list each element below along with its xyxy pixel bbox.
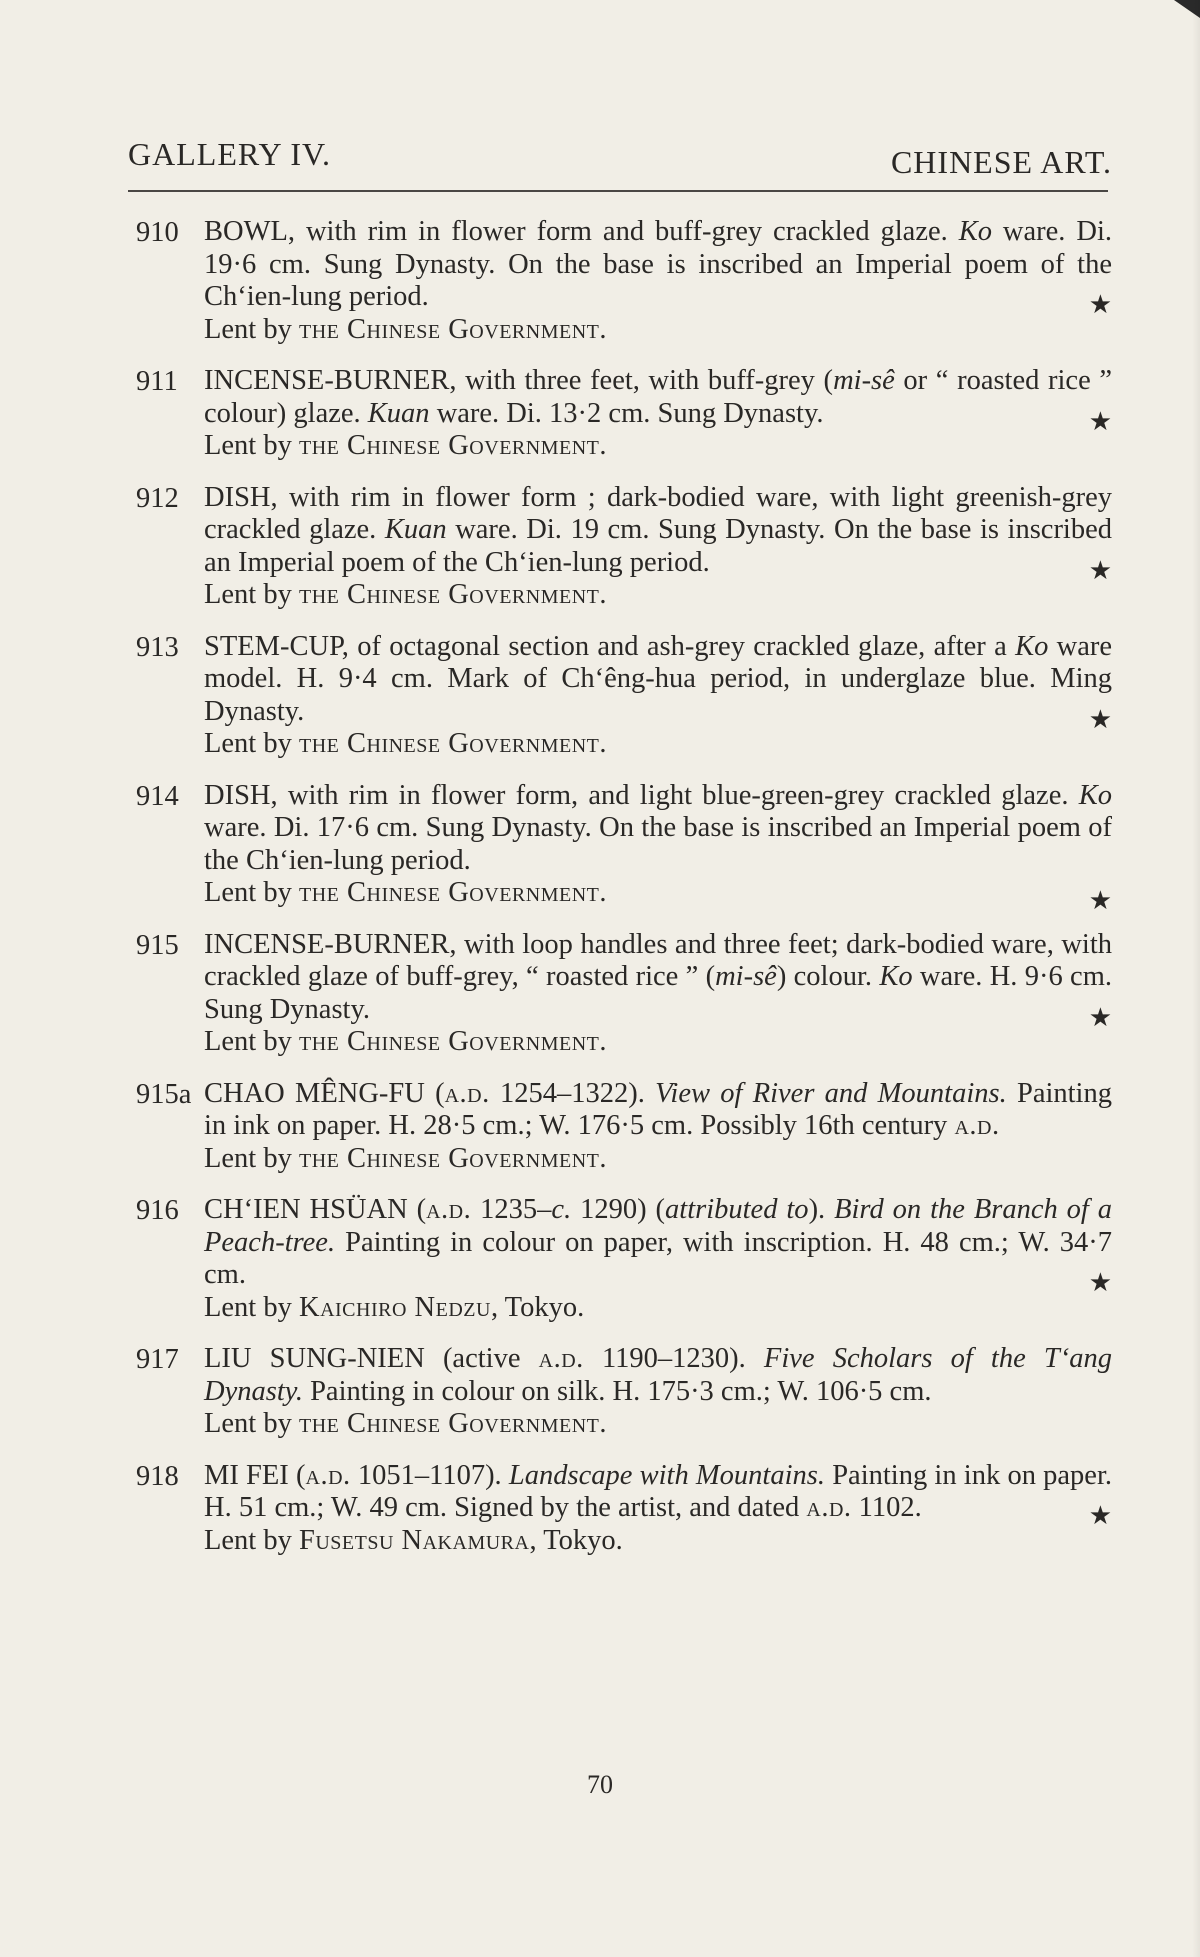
italic-text: attributed to bbox=[665, 1194, 809, 1225]
entry-description bbox=[204, 928, 1113, 1032]
text-run: 1254–1322). bbox=[489, 1077, 656, 1109]
entry-lender bbox=[204, 579, 1112, 612]
catalogue-entry bbox=[136, 482, 1112, 612]
text-run: Lent by bbox=[204, 1524, 299, 1556]
entry-lender bbox=[204, 728, 1112, 761]
italic-text: Ko bbox=[1078, 779, 1112, 811]
catalogue-entry bbox=[136, 1078, 1112, 1176]
text-run: . bbox=[599, 579, 607, 610]
text-run: . bbox=[599, 877, 607, 908]
entry-lender bbox=[204, 1292, 1112, 1325]
entry-description bbox=[204, 1194, 1112, 1297]
small-caps-text: the Chinese Government bbox=[298, 430, 600, 461]
text-run: ware model. H. 9·4 cm. Mark of Ch‘êng-hua period, in underglaze blue. Ming Dynasty. bbox=[204, 630, 1113, 727]
text-run: LIU SUNG-NIEN (active bbox=[204, 1343, 539, 1374]
text-run: 1235– bbox=[471, 1194, 552, 1225]
catalogue-entry bbox=[136, 365, 1112, 463]
text-run: INCENSE-BURNER, with three feet, with buff-grey ( bbox=[204, 365, 834, 396]
italic-text: Five Scholars of the T‘ang Dynasty. bbox=[204, 1343, 1112, 1407]
text-run: Lent by bbox=[204, 313, 299, 345]
italic-text: Kuan bbox=[384, 514, 447, 545]
text-run: Lent by bbox=[204, 1291, 299, 1323]
small-caps-text: the Chinese Government bbox=[298, 313, 600, 345]
text-run: Lent by bbox=[204, 579, 299, 610]
text-run: 1290) ( bbox=[571, 1194, 666, 1225]
text-run: ware. Di. 17·6 cm. Sung Dynasty. On the base is inscribed an Imperial poem of the Ch‘ien-lung period. bbox=[204, 812, 1112, 876]
star-icon: ★ bbox=[1088, 1501, 1112, 1530]
small-caps-text: a.d. bbox=[806, 1492, 852, 1523]
star-icon: ★ bbox=[1088, 886, 1112, 915]
star-icon: ★ bbox=[1088, 406, 1112, 436]
text-run: INCENSE-BURNER, with loop handles and three feet; dark-bodied ware, with crackled glaze of buff-grey, “ roasted rice ” ( bbox=[204, 928, 1112, 992]
entry-number: 916 bbox=[136, 1195, 179, 1226]
small-caps-text: the Chinese Government bbox=[298, 1408, 600, 1439]
text-run: , Tokyo. bbox=[529, 1524, 623, 1556]
text-run: Painting in ink on paper. H. 28·5 cm.; W. 176·5 cm. Possibly 16th century bbox=[204, 1077, 1112, 1141]
italic-text: Ko bbox=[958, 216, 992, 247]
entry-description bbox=[204, 630, 1113, 734]
text-run: CH‘IEN HSÜAN ( bbox=[204, 1194, 427, 1225]
italic-text: mi-sê bbox=[715, 961, 777, 992]
italic-text: Landscape with Mountains. bbox=[508, 1459, 825, 1491]
entry-number: 915a bbox=[136, 1078, 192, 1110]
small-caps-text: Kaichiro Nedzu bbox=[298, 1291, 491, 1323]
small-caps-text: the Chinese Government bbox=[298, 877, 600, 908]
catalogue-entry bbox=[136, 631, 1112, 761]
entry-number: 913 bbox=[136, 631, 179, 663]
text-run: Painting in colour on silk. H. 175·3 cm.; W. 106·5 cm. bbox=[302, 1375, 932, 1407]
entry-lender bbox=[204, 430, 1112, 463]
small-caps-text: a.d. bbox=[444, 1077, 490, 1109]
text-run: Lent by bbox=[204, 430, 299, 461]
entry-lender bbox=[204, 1525, 1112, 1558]
text-run: Painting in colour on paper, with inscription. H. 48 cm.; W. 34·7 cm. bbox=[204, 1226, 1112, 1290]
text-run: . bbox=[599, 313, 607, 345]
catalogue-entry bbox=[136, 216, 1112, 346]
text-run: BOWL, with rim in flower form and buff-grey crackled glaze. bbox=[204, 216, 959, 247]
entry-description bbox=[204, 1459, 1113, 1530]
text-run: 1051–1107). bbox=[350, 1459, 509, 1491]
small-caps-text: the Chinese Government bbox=[298, 1142, 600, 1174]
entry-number: 911 bbox=[136, 366, 178, 397]
small-caps-text: the Chinese Government bbox=[298, 1026, 600, 1057]
small-caps-text: a.d. bbox=[305, 1459, 351, 1491]
text-run: Lent by bbox=[204, 1142, 299, 1174]
text-run: Lent by bbox=[204, 877, 299, 908]
text-run: 1190–1230). bbox=[583, 1343, 764, 1374]
catalogue-entry bbox=[136, 1343, 1112, 1441]
small-caps-text: a.d. bbox=[954, 1110, 1000, 1141]
entry-lender bbox=[204, 1026, 1112, 1059]
entry-number: 910 bbox=[136, 217, 179, 248]
entry-description bbox=[204, 481, 1112, 585]
text-run: Lent by bbox=[204, 1408, 299, 1439]
entry-number: 918 bbox=[136, 1460, 179, 1492]
star-icon: ★ bbox=[1088, 704, 1112, 734]
small-caps-text: the Chinese Government bbox=[298, 579, 600, 610]
text-run: ). bbox=[808, 1194, 835, 1225]
text-run: . bbox=[599, 1026, 607, 1057]
small-caps-text: a.d. bbox=[538, 1343, 584, 1374]
entry-number: 914 bbox=[136, 780, 179, 812]
italic-text: mi-sê bbox=[833, 365, 895, 396]
small-caps-text: Fusetsu Nakamura bbox=[298, 1524, 530, 1556]
text-run: ware. Di. 19·6 cm. Sung Dynasty. On the base is inscribed an Imperial poem of the Ch‘ien-lung period. bbox=[204, 216, 1113, 312]
text-run: . bbox=[599, 1408, 607, 1439]
text-run: Lent by bbox=[204, 1026, 299, 1057]
star-icon: ★ bbox=[1088, 555, 1112, 585]
entry-number: 915 bbox=[136, 929, 179, 961]
italic-text: View of River and Mountains. bbox=[655, 1077, 1007, 1109]
text-run: ware. Di. 19 cm. Sung Dynasty. On the base is inscribed an Imperial poem of the Ch‘ien-lung period. bbox=[204, 514, 1112, 578]
star-icon: ★ bbox=[1088, 290, 1112, 319]
entry-description bbox=[204, 216, 1113, 319]
text-run: ) colour. bbox=[776, 961, 880, 992]
text-run: DISH, with rim in flower form ; dark-bodied ware, with light greenish-grey crackled glaze. bbox=[204, 481, 1112, 545]
italic-text: c. bbox=[551, 1194, 572, 1225]
catalogue-entry bbox=[136, 1194, 1112, 1324]
entry-number: 917 bbox=[136, 1344, 179, 1375]
text-run: ware. H. 9·6 cm. Sung Dynasty. bbox=[204, 961, 1113, 1025]
italic-text: Ko bbox=[1015, 630, 1049, 662]
text-run: 1102. bbox=[851, 1492, 922, 1523]
header-section: CHINESE ART. bbox=[890, 144, 1112, 180]
text-run: MI FEI ( bbox=[204, 1459, 306, 1491]
text-run: Lent by bbox=[204, 728, 299, 759]
header-gallery: GALLERY IV. bbox=[128, 136, 331, 172]
catalogue-entry bbox=[136, 929, 1112, 1059]
small-caps-text: a.d. bbox=[426, 1194, 472, 1225]
small-caps-text: the Chinese Government bbox=[298, 728, 600, 759]
entry-lender bbox=[204, 877, 1112, 915]
text-run: . bbox=[599, 728, 607, 759]
star-icon: ★ bbox=[1088, 1268, 1112, 1297]
text-run: Painting in ink on paper. H. 51 cm.; W. 49 cm. Signed by the artist, and dated bbox=[204, 1459, 1113, 1523]
entry-description bbox=[204, 1078, 1112, 1143]
entry-description bbox=[204, 1343, 1112, 1408]
text-run: CHAO MÊNG-FU ( bbox=[204, 1077, 445, 1109]
text-run: . bbox=[599, 1142, 607, 1174]
entry-number: 912 bbox=[136, 482, 179, 514]
header-rule bbox=[128, 190, 1108, 192]
italic-text: Kuan bbox=[367, 397, 430, 429]
text-run: STEM-CUP, of octagonal section and ash-grey crackled glaze, after a bbox=[204, 630, 1016, 662]
entry-description bbox=[204, 365, 1112, 436]
page-edge-shadow bbox=[1192, 0, 1200, 1957]
entry-lender bbox=[204, 1143, 1112, 1176]
catalogue-entry bbox=[136, 1460, 1112, 1558]
page-number: 70 bbox=[587, 1770, 613, 1799]
entry-lender bbox=[204, 1408, 1112, 1441]
text-run: ware. Di. 13·2 cm. Sung Dynasty. bbox=[429, 397, 824, 429]
running-header bbox=[128, 136, 1112, 180]
catalogue-entries bbox=[136, 216, 1112, 1576]
italic-text: Ko bbox=[879, 961, 913, 992]
entry-description bbox=[204, 780, 1112, 878]
text-run: , Tokyo. bbox=[490, 1291, 585, 1323]
catalogue-entry bbox=[136, 779, 1112, 915]
text-run: . bbox=[599, 430, 607, 461]
italic-text: Bird on the Branch of a Peach-tree. bbox=[204, 1194, 1112, 1258]
text-run: or “ roasted rice ” colour) glaze. bbox=[204, 365, 1112, 429]
star-icon: ★ bbox=[1088, 1002, 1112, 1032]
entry-lender bbox=[204, 314, 1112, 347]
text-run: DISH, with rim in flower form, and light blue-green-grey crackled glaze. bbox=[204, 779, 1079, 811]
